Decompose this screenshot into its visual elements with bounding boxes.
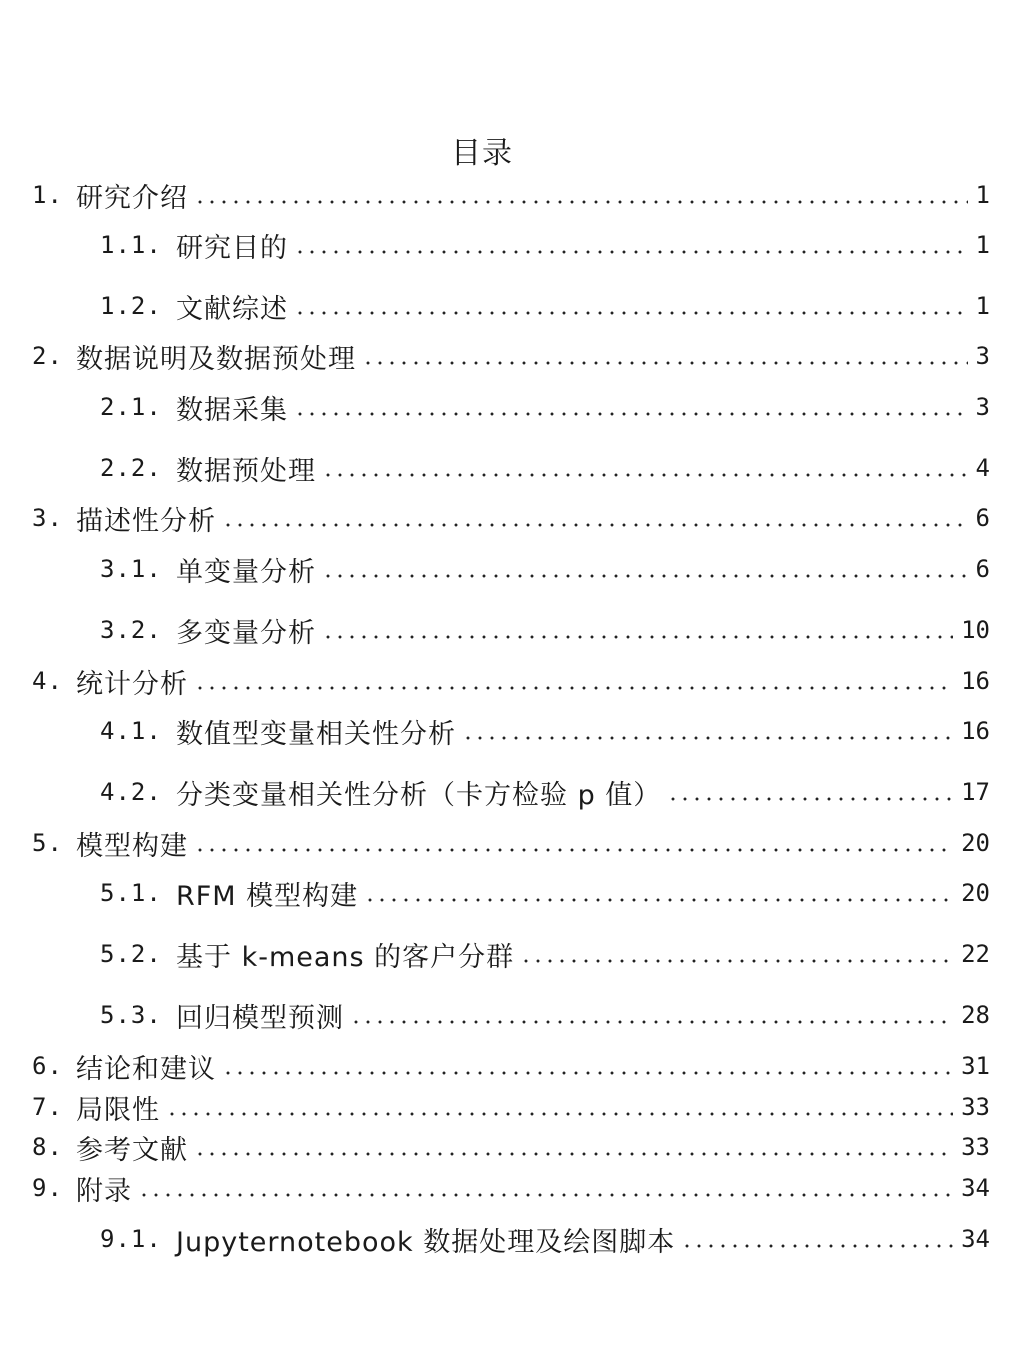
toc-entry-page: 34 bbox=[961, 1225, 990, 1253]
toc-leader-dots bbox=[350, 1019, 953, 1025]
toc-entry-number: 5. bbox=[32, 829, 63, 857]
toc-entry-title: 数据预处理 bbox=[176, 455, 316, 487]
toc-entry[interactable] bbox=[100, 936, 990, 972]
toc-entry-title: 研究介绍 bbox=[76, 182, 188, 214]
toc-entry-page: 16 bbox=[961, 717, 990, 745]
toc-entry-number: 4. bbox=[32, 667, 63, 695]
toc-entry[interactable] bbox=[32, 663, 990, 699]
toc-entry-title: 数据说明及数据预处理 bbox=[76, 343, 356, 375]
toc-entry-page: 6 bbox=[975, 504, 990, 532]
toc-entry-title: 描述性分析 bbox=[76, 505, 216, 537]
toc-entry-page: 4 bbox=[975, 454, 990, 482]
toc-leader-dots bbox=[322, 634, 953, 640]
toc-leader-dots bbox=[194, 199, 968, 205]
toc-leader-dots bbox=[462, 735, 953, 741]
toc-entry[interactable] bbox=[100, 774, 990, 810]
toc-entry[interactable] bbox=[32, 338, 990, 374]
toc-leader-dots bbox=[520, 958, 953, 964]
toc-entry-page: 33 bbox=[961, 1093, 990, 1121]
toc-entry-number: 3.1. bbox=[100, 555, 162, 583]
toc-entry-title: 单变量分析 bbox=[176, 556, 316, 588]
toc-entry[interactable] bbox=[100, 227, 990, 263]
toc-entry[interactable] bbox=[32, 825, 990, 861]
toc-entry-number: 4.1. bbox=[100, 717, 162, 745]
toc-entry-number: 5.2. bbox=[100, 940, 162, 968]
toc-entry-number: 8. bbox=[32, 1133, 63, 1161]
toc-entry-page: 1 bbox=[975, 181, 990, 209]
toc-entry[interactable] bbox=[32, 1048, 990, 1084]
toc-entry-page: 3 bbox=[975, 393, 990, 421]
toc-entry-title: 回归模型预测 bbox=[176, 1002, 344, 1034]
toc-entry-number: 1.2. bbox=[100, 292, 162, 320]
toc-title: 目录 bbox=[451, 136, 513, 171]
toc-leader-dots bbox=[222, 1070, 953, 1076]
toc-leader-dots bbox=[194, 685, 953, 691]
toc-entry[interactable] bbox=[100, 551, 990, 587]
toc-entry[interactable] bbox=[32, 1170, 990, 1206]
toc-leader-dots bbox=[362, 360, 968, 366]
toc-leader-dots bbox=[322, 472, 968, 478]
toc-entry-number: 7. bbox=[32, 1093, 63, 1121]
toc-entry-page: 20 bbox=[961, 829, 990, 857]
toc-leader-dots bbox=[667, 796, 953, 802]
toc-entry-page: 1 bbox=[975, 292, 990, 320]
toc-entry[interactable] bbox=[100, 389, 990, 425]
toc-entry-number: 2.2. bbox=[100, 454, 162, 482]
toc-entry-title: 多变量分析 bbox=[176, 617, 316, 649]
toc-entry[interactable] bbox=[100, 450, 990, 486]
toc-entry-title: 统计分析 bbox=[76, 668, 188, 700]
toc-entry-title: 文献综述 bbox=[176, 293, 288, 325]
toc-entry-page: 22 bbox=[961, 940, 990, 968]
toc-entry-title: Jupyternotebook 数据处理及绘图脚本 bbox=[176, 1226, 676, 1258]
toc-leader-dots bbox=[166, 1111, 953, 1117]
toc-entry-number: 5.3. bbox=[100, 1001, 162, 1029]
toc-entry[interactable] bbox=[100, 713, 990, 749]
toc-entry-page: 10 bbox=[961, 616, 990, 644]
toc-entry-number: 9.1. bbox=[100, 1225, 162, 1253]
toc-entry-number: 9. bbox=[32, 1174, 63, 1202]
toc-entry[interactable] bbox=[100, 997, 990, 1033]
toc-entry-title: 研究目的 bbox=[176, 232, 288, 264]
toc-leader-dots bbox=[194, 847, 953, 853]
toc-entry-title: 模型构建 bbox=[76, 830, 188, 862]
toc-entry-title: 数据采集 bbox=[176, 394, 288, 426]
toc-entry-number: 4.2. bbox=[100, 778, 162, 806]
toc-entry-page: 16 bbox=[961, 667, 990, 695]
toc-entry-title: RFM 模型构建 bbox=[176, 880, 359, 912]
toc-entry-page: 33 bbox=[961, 1133, 990, 1161]
toc-leader-dots bbox=[294, 310, 968, 316]
toc-entry-page: 17 bbox=[961, 778, 990, 806]
toc-entry-title: 结论和建议 bbox=[76, 1053, 216, 1085]
toc-leader-dots bbox=[294, 249, 968, 255]
toc-entry-page: 31 bbox=[961, 1052, 990, 1080]
toc-entry-title: 局限性 bbox=[76, 1094, 160, 1126]
toc-entry-number: 1. bbox=[32, 181, 63, 209]
toc-entry[interactable] bbox=[100, 875, 990, 911]
toc-entry[interactable] bbox=[32, 1129, 990, 1165]
toc-entry-number: 6. bbox=[32, 1052, 63, 1080]
toc-entry-number: 5.1. bbox=[100, 879, 162, 907]
toc-entry-title: 分类变量相关性分析（卡方检验 p 值） bbox=[176, 779, 662, 811]
toc-entry-title: 参考文献 bbox=[76, 1134, 188, 1166]
toc-entry-title: 数值型变量相关性分析 bbox=[176, 718, 456, 750]
toc-leader-dots bbox=[322, 573, 968, 579]
toc-entry[interactable] bbox=[100, 288, 990, 324]
toc-entry-number: 2.1. bbox=[100, 393, 162, 421]
toc-leader-dots bbox=[194, 1151, 953, 1157]
toc-leader-dots bbox=[138, 1192, 953, 1198]
toc-entry[interactable] bbox=[100, 1221, 990, 1257]
toc-entry-number: 3.2. bbox=[100, 616, 162, 644]
toc-entry-page: 3 bbox=[975, 342, 990, 370]
toc-entry-page: 34 bbox=[961, 1174, 990, 1202]
toc-leader-dots bbox=[364, 897, 953, 903]
toc-entry-page: 6 bbox=[975, 555, 990, 583]
toc-entry-page: 1 bbox=[975, 231, 990, 259]
toc-entry-title: 附录 bbox=[76, 1175, 132, 1207]
toc-entry-number: 3. bbox=[32, 504, 63, 532]
toc-entry-number: 2. bbox=[32, 342, 63, 370]
toc-leader-dots bbox=[294, 411, 968, 417]
toc-entry[interactable] bbox=[32, 500, 990, 536]
toc-entry-title: 基于 k-means 的客户分群 bbox=[176, 941, 515, 973]
toc-leader-dots bbox=[222, 522, 968, 528]
toc-entry-number: 1.1. bbox=[100, 231, 162, 259]
toc-leader-dots bbox=[681, 1243, 953, 1249]
toc-entry[interactable] bbox=[100, 612, 990, 648]
toc-entry[interactable] bbox=[32, 177, 990, 213]
toc-entry[interactable] bbox=[32, 1089, 990, 1125]
toc-entry-page: 28 bbox=[961, 1001, 990, 1029]
toc-entry-page: 20 bbox=[961, 879, 990, 907]
